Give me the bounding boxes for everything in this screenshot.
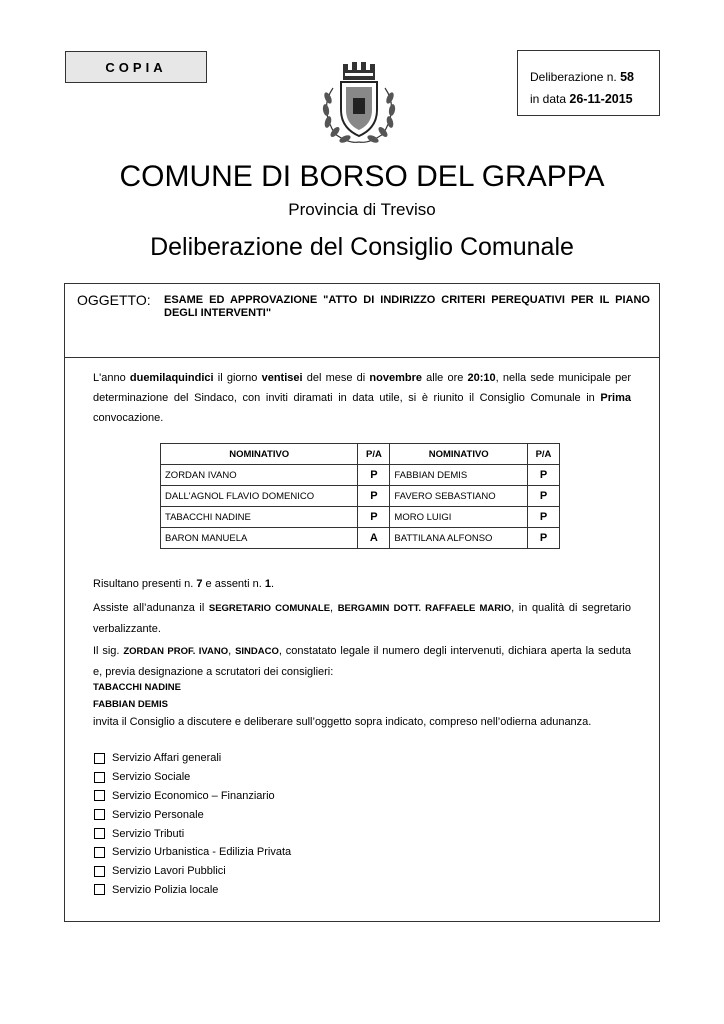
column-header: NOMINATIVO — [390, 444, 528, 465]
mayor-text-2: , — [228, 645, 236, 657]
member-name: FABBIAN DEMIS — [390, 465, 528, 486]
subject-label: OGGETTO: — [77, 292, 151, 308]
service-label: Servizio Tributi — [112, 827, 185, 840]
list-item[interactable] — [94, 805, 291, 824]
column-header: NOMINATIVO — [161, 444, 358, 465]
copia-label: COPIA — [105, 59, 167, 75]
checkbox-icon[interactable] — [94, 866, 105, 877]
secretary-paragraph — [93, 598, 631, 639]
attendance-summary — [93, 574, 631, 594]
deliberation-number-line — [530, 66, 659, 88]
intro-text-6: convocazione. — [93, 412, 164, 424]
intro-text-2: il giorno — [213, 372, 262, 384]
year-words: duemilaquindici — [129, 372, 214, 384]
intro-text-5: , nella sede municipale per determinazione del Sindaco, con inviti diramati in data utile, si è riunito il Consiglio Comunale in — [93, 372, 631, 404]
presence-status: P — [528, 528, 560, 549]
service-label: Servizio Urbanistica - Edilizia Privata — [112, 846, 292, 859]
presence-status: A — [358, 528, 390, 549]
presence-status: P — [358, 507, 390, 528]
scrutineer-1: TABACCHI NADINE — [93, 682, 181, 693]
summary-text-3: . — [270, 578, 275, 590]
checkbox-icon[interactable] — [94, 884, 105, 895]
column-header: P/A — [528, 444, 560, 465]
service-label: Servizio Lavori Pubblici — [112, 865, 226, 878]
checkbox-icon[interactable] — [94, 809, 105, 820]
secretary-text-2: , — [330, 602, 338, 614]
intro-text-3: del mese di — [302, 372, 370, 384]
absent-count: 1 — [264, 578, 271, 590]
subject-text: ESAME ED APPROVAZIONE "ATTO DI INDIRIZZO CRITERI PEREQUATIVI PER IL PIANO DEGLI INTERVENTI" — [164, 294, 650, 319]
mayor-role: SINDACO — [235, 646, 279, 657]
list-item[interactable] — [94, 749, 291, 768]
checkbox-icon[interactable] — [94, 772, 105, 783]
list-item[interactable] — [94, 862, 291, 881]
presence-status: P — [528, 465, 560, 486]
deliberation-date: 26-11-2015 — [569, 92, 633, 106]
intro-text-1: L'anno — [93, 372, 130, 384]
invitation-text: invita il Consiglio a discutere e deliberare sull’oggetto sopra indicato, compreso nell’odierna adunanza. — [93, 716, 592, 728]
member-name: MORO LUIGI — [390, 507, 528, 528]
list-item[interactable] — [94, 843, 291, 862]
session-intro — [93, 368, 631, 428]
deliberation-date-label: in data — [530, 92, 567, 106]
deliberation-heading: Deliberazione del Consiglio Comunale — [150, 233, 574, 261]
copia-stamp — [65, 51, 207, 83]
deliberation-date-line — [530, 88, 659, 110]
presence-status: P — [358, 465, 390, 486]
service-label: Servizio Sociale — [112, 771, 191, 784]
presence-status: P — [528, 507, 560, 528]
service-label: Servizio Polizia locale — [112, 883, 219, 896]
day-words: ventisei — [261, 372, 303, 384]
table-row — [161, 528, 560, 549]
subject-box — [64, 283, 660, 358]
member-name: BATTILANA ALFONSO — [390, 528, 528, 549]
present-count: 7 — [196, 578, 203, 590]
municipal-crest-icon — [313, 58, 405, 150]
secretary-text-3: , in qualità di segretario verbalizzante. — [93, 602, 631, 635]
presence-status: P — [528, 486, 560, 507]
member-name: ZORDAN IVANO — [161, 465, 358, 486]
checkbox-icon[interactable] — [94, 828, 105, 839]
deliberation-number-box — [517, 50, 660, 116]
services-list — [94, 749, 291, 899]
list-item[interactable] — [94, 881, 291, 900]
mayor-paragraph — [93, 641, 631, 682]
member-name: FAVERO SEBASTIANO — [390, 486, 528, 507]
summary-text-1: Risultano presenti n. — [93, 578, 197, 590]
member-name: BARON MANUELA — [161, 528, 358, 549]
deliberation-number: 58 — [620, 70, 634, 84]
comune-title: COMUNE DI BORSO DEL GRAPPA — [119, 160, 605, 193]
table-row — [161, 507, 560, 528]
secretary-text-1: Assiste all’adunanza il — [93, 602, 209, 614]
provincia-subtitle: Provincia di Treviso — [288, 200, 436, 219]
month-word: novembre — [369, 372, 422, 384]
session-time: 20:10 — [467, 372, 496, 384]
attendance-header-row — [161, 444, 560, 465]
table-row — [161, 465, 560, 486]
intro-text-4: alle ore — [421, 372, 468, 384]
checkbox-icon[interactable] — [94, 753, 105, 764]
checkbox-icon[interactable] — [94, 790, 105, 801]
secretary-name: BERGAMIN DOTT. RAFFAELE MARIO — [337, 603, 512, 614]
minutes-body — [64, 357, 660, 922]
mayor-name: ZORDAN PROF. IVANO — [123, 646, 229, 657]
table-row — [161, 486, 560, 507]
list-item[interactable] — [94, 824, 291, 843]
service-label: Servizio Economico – Finanziario — [112, 789, 275, 802]
member-name: TABACCHI NADINE — [161, 507, 358, 528]
deliberation-number-label: Deliberazione n. — [530, 70, 617, 84]
mayor-text-1: Il sig. — [93, 645, 124, 657]
list-item[interactable] — [94, 768, 291, 787]
service-label: Servizio Personale — [112, 808, 204, 821]
scrutineer-2: FABBIAN DEMIS — [93, 699, 168, 710]
presence-status: P — [358, 486, 390, 507]
mayor-text-3: , constatato legale il numero degli intervenuti, dichiara aperta la seduta e, previa designazione a scrutatori dei consiglieri: — [93, 645, 631, 678]
list-item[interactable] — [94, 787, 291, 806]
checkbox-icon[interactable] — [94, 847, 105, 858]
convocation-word: Prima — [600, 392, 631, 404]
secretary-role: SEGRETARIO COMUNALE — [208, 603, 331, 614]
service-label: Servizio Affari generali — [112, 752, 222, 765]
column-header: P/A — [358, 444, 390, 465]
summary-text-2: e assenti n. — [202, 578, 265, 590]
member-name: DALL'AGNOL FLAVIO DOMENICO — [161, 486, 358, 507]
attendance-table — [160, 443, 560, 549]
